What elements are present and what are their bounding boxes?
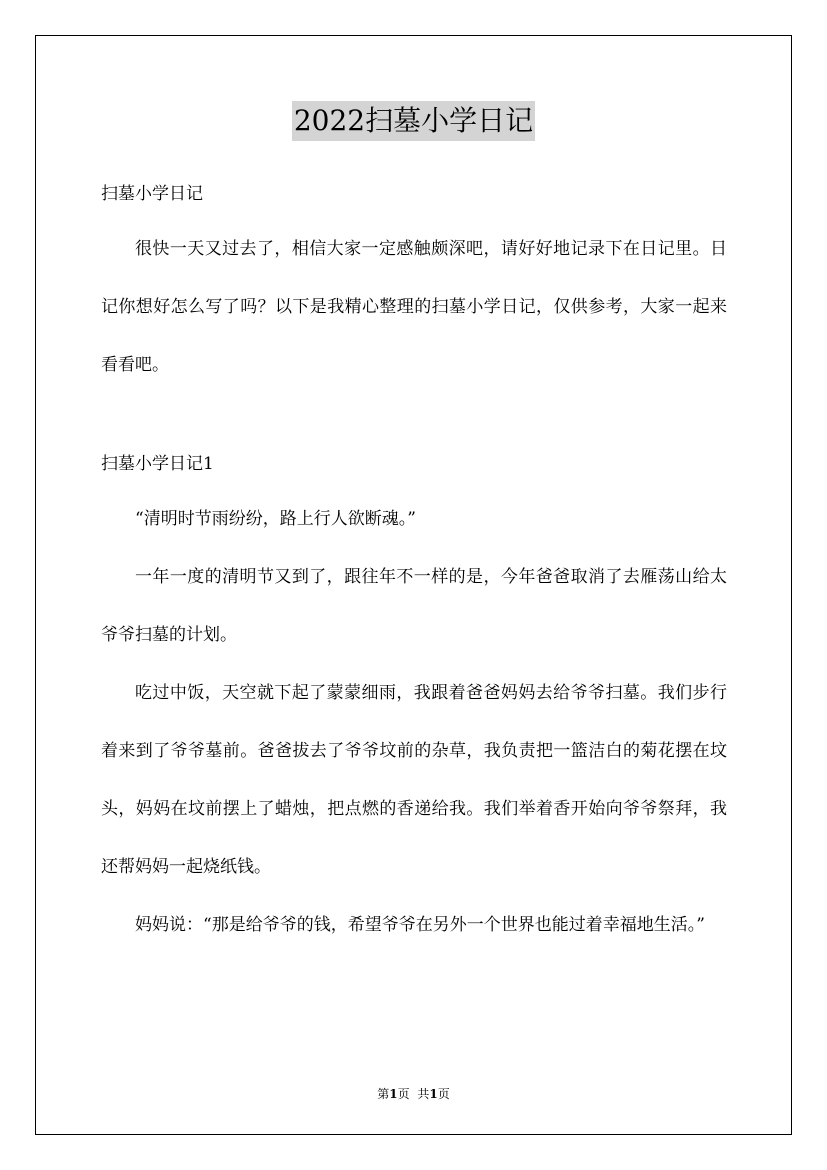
body-paragraph: 一年一度的清明节又到了，跟往年不一样的是，今年爸爸取消了去雁荡山给太爷爷扫墓的计划。 [101, 567, 727, 645]
body-paragraph: “清明时节雨纷纷，路上行人欲断魂。” [135, 509, 416, 529]
page-number: 第1页 共1页 [377, 1087, 450, 1101]
title-container [0, 101, 827, 141]
paragraph-gap [101, 394, 727, 438]
document-body [101, 168, 727, 954]
diary-heading: 扫墓小学日记1 [101, 454, 214, 474]
section-heading: 扫墓小学日记 [101, 184, 203, 204]
page-footer [0, 1085, 827, 1103]
body-paragraph: 吃过中饭，天空就下起了蒙蒙细雨，我跟着爸爸妈妈去给爷爷扫墓。我们步行着来到了爷爷墓前。爸爸拔去了爷爷坟前的杂草，我负责把一篮洁白的菊花摆在坟头，妈妈在坟前摆上了蜡烛，把点燃的香递给我。我们举着香开始向爷爷祭拜，我还帮妈妈一起烧纸钱。 [101, 683, 727, 877]
intro-paragraph: 很快一天又过去了，相信大家一定感触颇深吧，请好好地记录下在日记里。日记你想好怎么写了吗？以下是我精心整理的扫墓小学日记，仅供参考，大家一起来看看吧。 [101, 239, 727, 375]
body-paragraph: 妈妈说：“那是给爷爷的钱，希望爷爷在另外一个世界也能过着幸福地生活。” [135, 915, 705, 935]
document-title: 2022扫墓小学日记 [292, 101, 535, 141]
